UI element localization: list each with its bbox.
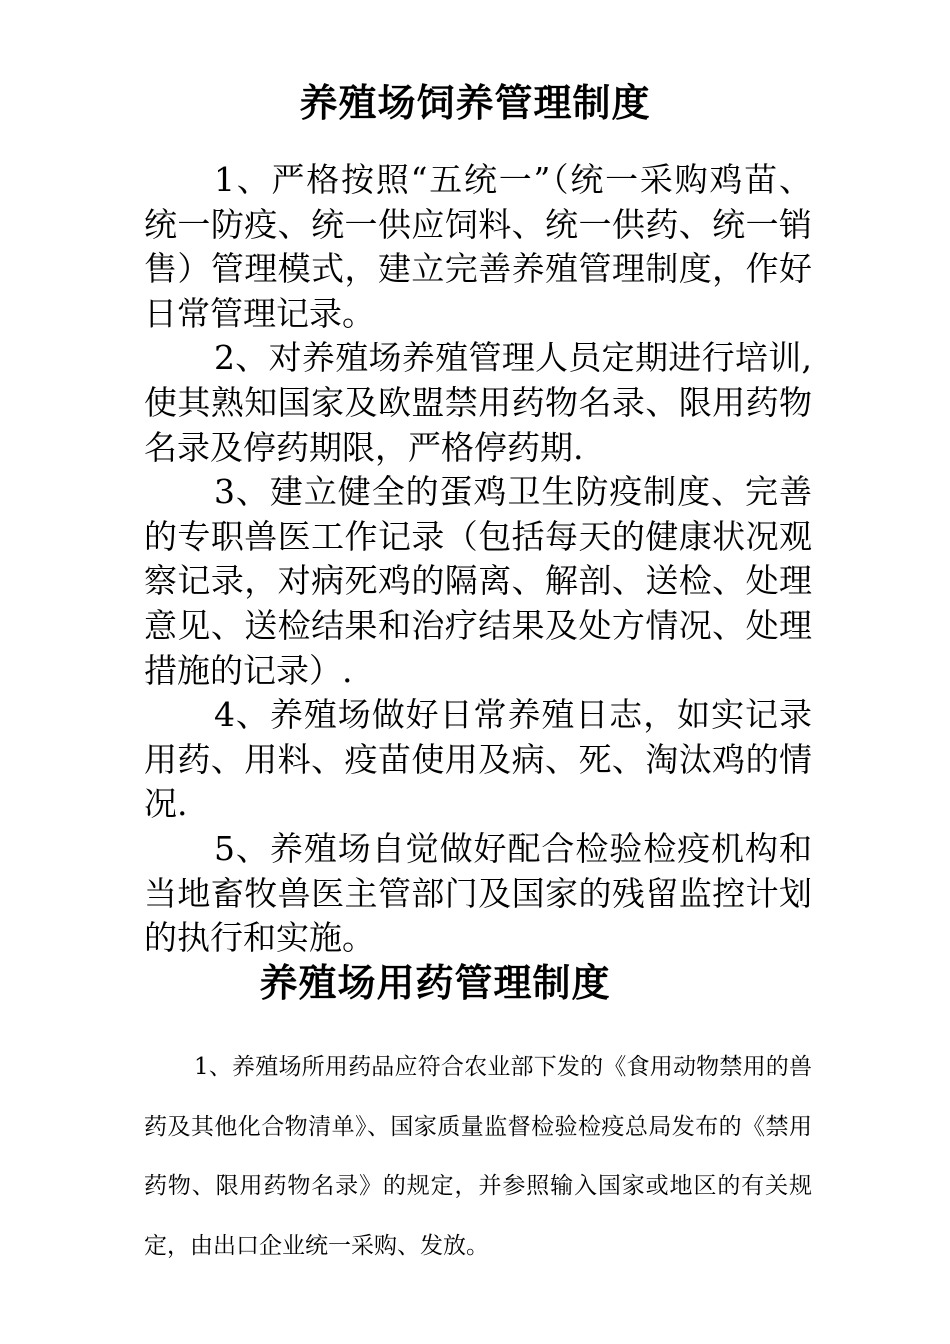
feeding-management-section: [144, 158, 812, 961]
feeding-item-3: 3、建立健全的蛋鸡卫生防疫制度、完善的专职兽医工作记录（包括每天的健康状况观察记录，对病死鸡的隔离、解剖、送检、处理意见、送检结果和治疗结果及处方情况、处理措施的记录）.: [144, 472, 812, 690]
feeding-item-4: 4、养殖场做好日常养殖日志，如实记录用药、用料、疫苗使用及病、死、淘汰鸡的情况.: [144, 695, 812, 824]
medication-management-section: [144, 1038, 812, 1276]
feeding-management-title: 养殖场饲养管理制度: [299, 80, 651, 125]
feeding-item-1: 1、严格按照“五统一”（统一采购鸡苗、统一防疫、统一供应饲料、统一供药、统一销售）管理模式，建立完善养殖管理制度，作好日常管理记录。: [144, 160, 812, 333]
feeding-item-2: 2、对养殖场养殖管理人员定期进行培训,使其熟知国家及欧盟禁用药物名录、限用药物名录及停药期限，严格停药期.: [144, 338, 812, 467]
medication-item-1: 1、养殖场所用药品应符合农业部下发的《食用动物禁用的兽药及其他化合物清单》、国家质量监督检验检疫总局发布的《禁用药物、限用药物名录》的规定，并参照输入国家或地区的有关规定，由出口企业统一采购、发放。: [144, 1054, 812, 1259]
feeding-item-5: 5、养殖场自觉做好配合检验检疫机构和当地畜牧兽医主管部门及国家的残留监控计划的执行和实施。: [144, 828, 812, 958]
medication-management-title: 养殖场用药管理制度: [259, 960, 611, 1005]
